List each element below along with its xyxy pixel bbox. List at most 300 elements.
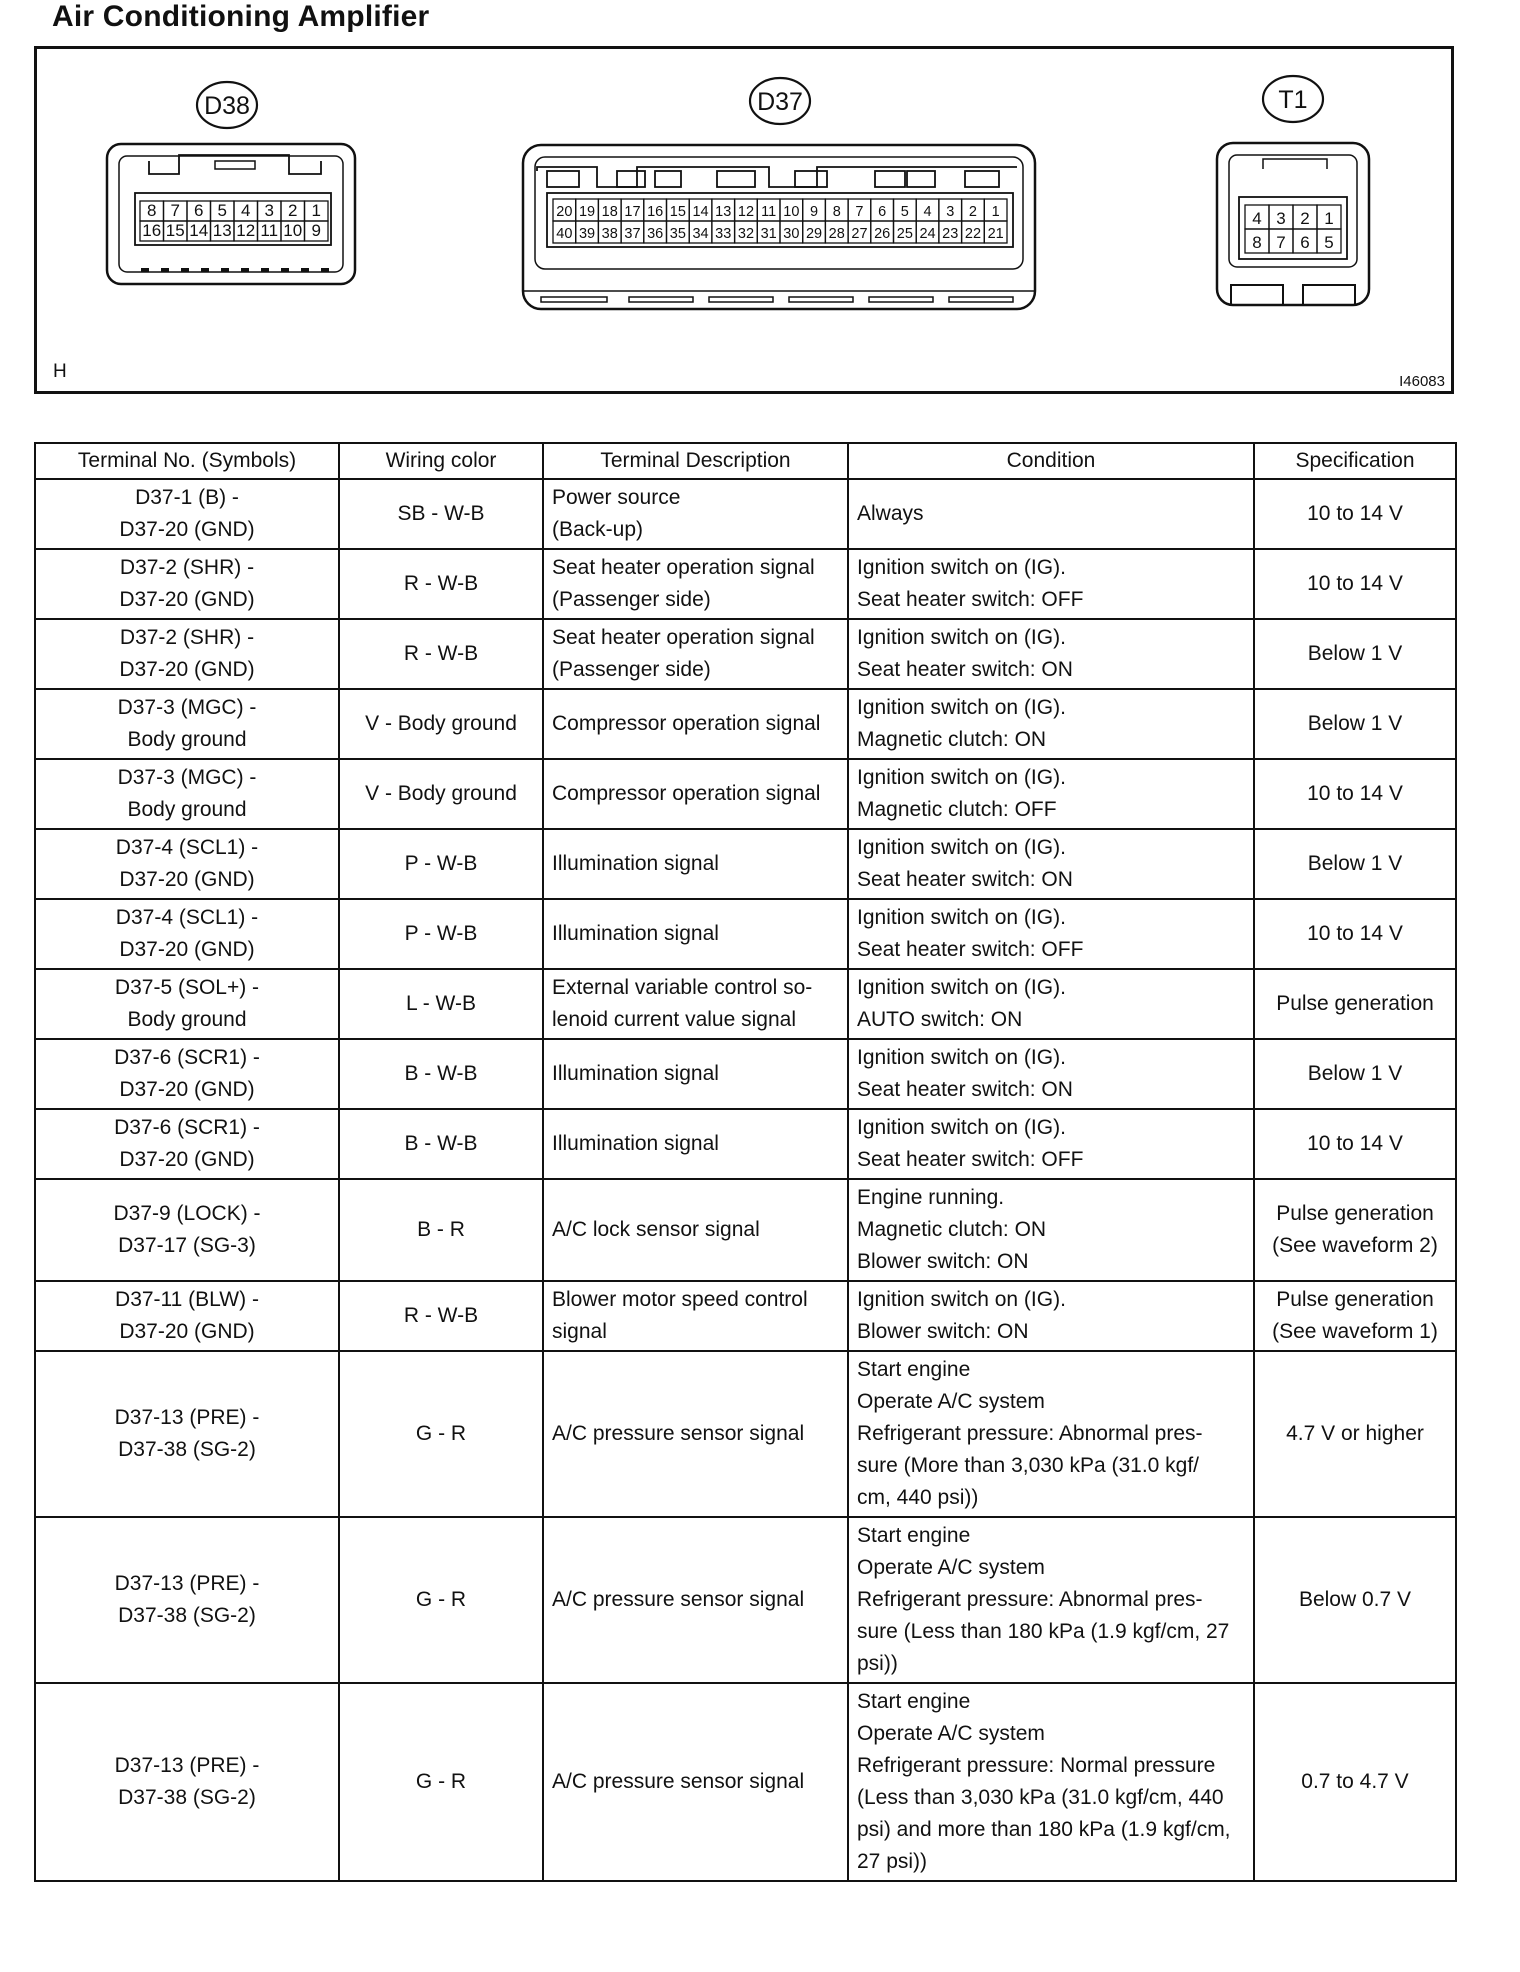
cell-terminal <box>35 689 339 759</box>
cell-specification-line: Below 1 V <box>1307 852 1403 875</box>
cell-wiring-color: V - Body ground <box>339 759 543 829</box>
cell-condition-line: Seat heater switch: ON <box>857 1078 1073 1101</box>
cell-specification <box>1254 1039 1456 1109</box>
d37-key-notch <box>617 171 645 187</box>
cell-terminal <box>35 1109 339 1179</box>
cell-specification-line: 10 to 14 V <box>1307 782 1403 805</box>
cell-description <box>543 1683 848 1881</box>
d37-pin-number: 38 <box>601 226 618 242</box>
cell-condition-line: Start engine <box>857 1690 971 1713</box>
cell-condition-line: sure (More than 3,030 kPa (31.0 kgf/ <box>857 1454 1200 1477</box>
cell-description-line: A/C pressure sensor signal <box>552 1588 805 1611</box>
d37-key-notch <box>547 171 579 187</box>
d37-pin-number: 25 <box>896 226 913 242</box>
cell-terminal <box>35 479 339 549</box>
table-row <box>35 1039 1456 1109</box>
cell-specification <box>1254 1517 1456 1683</box>
cell-terminal-line: D37-2 (SHR) - <box>119 626 255 649</box>
cell-terminal-line: D37-38 (SG-2) <box>118 1786 256 1809</box>
cell-condition-line: Ignition switch on (IG). <box>857 626 1066 649</box>
d38-pin-number: 6 <box>194 201 204 220</box>
cell-description-line: Blower motor speed control <box>552 1288 808 1311</box>
d37-key-notch <box>795 171 827 187</box>
table-row <box>35 1683 1456 1881</box>
d38-latch <box>149 155 321 174</box>
cell-condition <box>848 549 1254 619</box>
cell-specification-line: (See waveform 2) <box>1272 1234 1438 1257</box>
cell-description <box>543 1517 848 1683</box>
cell-terminal-line: D37-1 (B) - <box>135 486 239 509</box>
cell-terminal-line: D37-13 (PRE) - <box>114 1406 260 1429</box>
table-row <box>35 1351 1456 1517</box>
d37-key-rail <box>537 167 1017 187</box>
cell-terminal <box>35 899 339 969</box>
cell-specification-line: (See waveform 1) <box>1272 1320 1438 1343</box>
table-row <box>35 969 1456 1039</box>
d37-pin-number: 5 <box>900 204 909 220</box>
cell-specification-line: Pulse generation <box>1276 992 1434 1015</box>
cell-specification-line: 10 to 14 V <box>1307 1132 1403 1155</box>
d37-pin-number: 20 <box>556 204 573 220</box>
d38-pin-number: 9 <box>311 221 321 240</box>
cell-specification <box>1254 759 1456 829</box>
cell-terminal-line: D37-2 (SHR) - <box>119 556 255 579</box>
cell-specification <box>1254 1179 1456 1281</box>
cell-terminal <box>35 1039 339 1109</box>
d38-bottom-tick <box>261 268 269 272</box>
d37-bottom-slot <box>869 297 933 302</box>
cell-condition <box>848 969 1254 1039</box>
d37-bottom-slot <box>709 297 773 302</box>
cell-specification-line: 0.7 to 4.7 V <box>1301 1770 1409 1793</box>
d37-pin-number: 14 <box>692 204 709 220</box>
d38-bottom-tick <box>281 268 289 272</box>
cell-terminal-line: D37-11 (BLW) - <box>115 1288 259 1311</box>
table-row <box>35 1281 1456 1351</box>
d37-pin-number: 21 <box>987 226 1004 242</box>
d37-key-notch <box>907 171 935 187</box>
cell-terminal <box>35 1351 339 1517</box>
cell-description-line: Compressor operation signal <box>552 712 821 735</box>
cell-description-line: lenoid current value signal <box>552 1008 796 1031</box>
cell-terminal-line: D37-20 (GND) <box>119 1078 255 1101</box>
d37-pin-number: 2 <box>968 204 977 220</box>
cell-terminal-line: D37-38 (SG-2) <box>118 1604 256 1627</box>
header-description: Terminal Description <box>543 443 848 479</box>
t1-pin-number: 2 <box>1300 209 1310 228</box>
cell-specification-line: Below 1 V <box>1307 1062 1403 1085</box>
d37-pin-number: 6 <box>878 204 887 220</box>
cell-condition <box>848 1281 1254 1351</box>
d37-key-notch <box>717 171 755 187</box>
cell-terminal-line: D37-6 (SCR1) - <box>114 1046 260 1069</box>
d38-pin-number: 5 <box>217 201 227 220</box>
cell-terminal-line: D37-20 (GND) <box>119 658 255 681</box>
cell-condition-line: Magnetic clutch: ON <box>857 728 1047 751</box>
d38-pin-number: 13 <box>212 221 232 240</box>
cell-specification <box>1254 689 1456 759</box>
cell-condition-line: Magnetic clutch: OFF <box>857 798 1057 821</box>
d37-pin-number: 11 <box>761 204 777 220</box>
cell-condition <box>848 1109 1254 1179</box>
cell-description <box>543 549 848 619</box>
header-terminal: Terminal No. (Symbols) <box>35 443 339 479</box>
cell-wiring-color: G - R <box>339 1683 543 1881</box>
d37-pin-number: 40 <box>556 226 573 242</box>
d38-pin-number: 3 <box>264 201 274 220</box>
cell-condition <box>848 899 1254 969</box>
d37-pin-number: 36 <box>647 226 664 242</box>
cell-wiring-color: V - Body ground <box>339 689 543 759</box>
cell-terminal-line: D37-20 (GND) <box>119 1320 255 1343</box>
cell-terminal <box>35 1517 339 1683</box>
table-row <box>35 689 1456 759</box>
d37-pin-number: 31 <box>760 226 777 242</box>
cell-specification-line: 10 to 14 V <box>1307 502 1403 525</box>
cell-specification <box>1254 969 1456 1039</box>
cell-terminal <box>35 1179 339 1281</box>
page-title: Air Conditioning Amplifier <box>52 0 430 33</box>
d38-pin-number: 11 <box>260 221 279 240</box>
cell-condition-line: Ignition switch on (IG). <box>857 1288 1066 1311</box>
cell-condition-line: Start engine <box>857 1358 971 1381</box>
d38-bottom-tick <box>181 268 189 272</box>
cell-terminal-line: D37-4 (SCL1) - <box>115 906 259 929</box>
table-header-row <box>35 443 1456 479</box>
d38-pin-number: 4 <box>241 201 251 220</box>
cell-description-line: A/C pressure sensor signal <box>552 1422 805 1445</box>
cell-specification-line: Pulse generation <box>1276 1288 1434 1311</box>
d37-pin-number: 16 <box>647 204 664 220</box>
cell-wiring-color: P - W-B <box>339 899 543 969</box>
cell-condition-line: Ignition switch on (IG). <box>857 976 1066 999</box>
cell-specification <box>1254 1683 1456 1881</box>
cell-terminal-line: Body ground <box>127 798 247 821</box>
cell-terminal <box>35 1281 339 1351</box>
header-wiring-color: Wiring color <box>339 443 543 479</box>
d37-pin-number: 26 <box>874 226 891 242</box>
d38-pin-number: 12 <box>236 221 256 240</box>
table-row <box>35 549 1456 619</box>
cell-condition <box>848 689 1254 759</box>
d38-pin-number: 8 <box>147 201 157 220</box>
cell-description-line: (Passenger side) <box>552 658 711 681</box>
d37-bottom-slot <box>541 297 607 302</box>
d37-pin-number: 10 <box>783 204 800 220</box>
d38-bottom-tick <box>141 268 149 272</box>
d37-key-notch <box>875 171 905 187</box>
connector-diagram-svg <box>37 49 1451 391</box>
d37-pin-number: 23 <box>942 226 959 242</box>
cell-description-line: (Passenger side) <box>552 588 711 611</box>
cell-condition <box>848 1179 1254 1281</box>
d37-pin-number: 18 <box>601 204 618 220</box>
d38-pin-number: 16 <box>142 221 162 240</box>
cell-specification-line: Below 1 V <box>1307 642 1403 665</box>
cell-terminal <box>35 759 339 829</box>
cell-condition-line: Ignition switch on (IG). <box>857 556 1066 579</box>
cell-specification <box>1254 1351 1456 1517</box>
cell-description-line: Seat heater operation signal <box>552 626 815 649</box>
cell-wiring-color: SB - W-B <box>339 479 543 549</box>
cell-description <box>543 759 848 829</box>
t1-lock-tab <box>1263 159 1327 169</box>
d37-bottom-slot <box>949 297 1013 302</box>
cell-specification-line: Below 0.7 V <box>1298 1588 1412 1611</box>
d37-pin-number: 7 <box>855 204 864 220</box>
cell-specification <box>1254 549 1456 619</box>
cell-condition <box>848 1039 1254 1109</box>
d37-pin-number: 1 <box>991 204 1000 220</box>
cell-condition-line: Operate A/C system <box>857 1722 1045 1745</box>
table-row <box>35 619 1456 689</box>
cell-wiring-color: B - W-B <box>339 1039 543 1109</box>
cell-specification <box>1254 1281 1456 1351</box>
table-row <box>35 1109 1456 1179</box>
cell-condition <box>848 1683 1254 1881</box>
cell-condition-line: Refrigerant pressure: Abnormal pres- <box>857 1588 1203 1611</box>
cell-terminal-line: D37-20 (GND) <box>119 1148 255 1171</box>
cell-terminal-line: Body ground <box>127 1008 247 1031</box>
cell-specification <box>1254 829 1456 899</box>
cell-terminal-line: D37-9 (LOCK) - <box>113 1202 261 1225</box>
cell-wiring-color: B - R <box>339 1179 543 1281</box>
cell-specification-line: 4.7 V or higher <box>1286 1422 1424 1445</box>
cell-specification <box>1254 899 1456 969</box>
d38-pin-number: 7 <box>170 201 180 220</box>
d37-pin-number: 34 <box>692 226 709 242</box>
cell-condition <box>848 1517 1254 1683</box>
cell-terminal-line: D37-20 (GND) <box>119 938 255 961</box>
cell-description <box>543 1109 848 1179</box>
cell-terminal <box>35 549 339 619</box>
d37-pin-number: 17 <box>624 204 641 220</box>
cell-description <box>543 969 848 1039</box>
cell-terminal-line: D37-5 (SOL+) - <box>114 976 260 999</box>
d37-pin-number: 37 <box>624 226 641 242</box>
cell-wiring-color: P - W-B <box>339 829 543 899</box>
cell-condition-line: Ignition switch on (IG). <box>857 766 1066 789</box>
cell-condition-line: psi)) <box>857 1652 898 1675</box>
cell-description-line: Seat heater operation signal <box>552 556 815 579</box>
cell-condition-line: Ignition switch on (IG). <box>857 696 1066 719</box>
d38-bottom-tick <box>161 268 169 272</box>
header-specification: Specification <box>1254 443 1456 479</box>
cell-condition-line: Seat heater switch: OFF <box>857 1148 1084 1171</box>
cell-condition-line: (Less than 3,030 kPa (31.0 kgf/cm, 440 <box>857 1786 1224 1809</box>
cell-condition-line: AUTO switch: ON <box>857 1008 1023 1031</box>
cell-wiring-color: L - W-B <box>339 969 543 1039</box>
cell-terminal <box>35 969 339 1039</box>
t1-pin-number: 8 <box>1252 233 1262 252</box>
table-row <box>35 829 1456 899</box>
cell-description <box>543 689 848 759</box>
d38-bottom-tick <box>321 268 329 272</box>
cell-description-line: External variable control so- <box>552 976 813 999</box>
d37-pin-number: 28 <box>828 226 845 242</box>
cell-condition <box>848 619 1254 689</box>
cell-condition-line: Blower switch: ON <box>857 1250 1029 1273</box>
d37-bottom-slot <box>789 297 853 302</box>
d37-pin-number: 39 <box>578 226 596 242</box>
cell-condition-line: psi) and more than 180 kPa (1.9 kgf/cm, <box>857 1818 1231 1841</box>
t1-pin-number: 5 <box>1324 233 1334 252</box>
cell-terminal-line: D37-38 (SG-2) <box>118 1438 256 1461</box>
t1-connector-name: T1 <box>1278 86 1308 114</box>
t1-pin-number: 6 <box>1300 233 1310 252</box>
cell-wiring-color: R - W-B <box>339 1281 543 1351</box>
d37-pin-number: 13 <box>715 204 732 220</box>
cell-description-line: A/C lock sensor signal <box>552 1218 760 1241</box>
cell-description <box>543 829 848 899</box>
cell-terminal <box>35 619 339 689</box>
cell-description <box>543 619 848 689</box>
terminal-spec-table <box>34 442 1457 1882</box>
cell-condition-line: sure (Less than 180 kPa (1.9 kgf/cm, 27 <box>857 1620 1230 1643</box>
cell-description-line: Illumination signal <box>552 922 719 945</box>
d38-connector-name: D38 <box>204 92 250 120</box>
cell-terminal-line: D37-20 (GND) <box>119 588 255 611</box>
cell-terminal-line: D37-6 (SCR1) - <box>114 1116 260 1139</box>
t1-pin-number: 3 <box>1276 209 1286 228</box>
cell-specification <box>1254 619 1456 689</box>
cell-terminal-line: D37-3 (MGC) - <box>117 766 257 789</box>
cell-terminal-line: Body ground <box>127 728 247 751</box>
d37-pin-number: 22 <box>964 226 982 242</box>
d37-pin-number: 8 <box>832 204 841 220</box>
cell-description <box>543 1281 848 1351</box>
cell-condition <box>848 1351 1254 1517</box>
d38-lock-tab <box>215 161 255 169</box>
t1-pin-number: 7 <box>1276 233 1286 252</box>
d37-pin-number: 19 <box>578 204 596 220</box>
cell-condition-line: Magnetic clutch: ON <box>857 1218 1047 1241</box>
d37-connector-name: D37 <box>757 88 803 116</box>
cell-specification-line: 10 to 14 V <box>1307 922 1403 945</box>
t1-pin-number: 1 <box>1324 209 1334 228</box>
cell-wiring-color: R - W-B <box>339 619 543 689</box>
cell-condition <box>848 829 1254 899</box>
cell-description-line: Illumination signal <box>552 852 719 875</box>
cell-terminal <box>35 1683 339 1881</box>
cell-specification <box>1254 479 1456 549</box>
cell-description-line: Compressor operation signal <box>552 782 821 805</box>
cell-condition-line: Engine running. <box>857 1186 1005 1209</box>
cell-condition-line: Blower switch: ON <box>857 1320 1029 1343</box>
table-row <box>35 759 1456 829</box>
cell-condition-line: Operate A/C system <box>857 1556 1045 1579</box>
cell-condition-line: Start engine <box>857 1524 971 1547</box>
d37-key-notch <box>965 171 999 187</box>
cell-description <box>543 1351 848 1517</box>
cell-description-line: signal <box>552 1320 607 1343</box>
cell-condition-line: Ignition switch on (IG). <box>857 836 1066 859</box>
d38-pin-number: 2 <box>288 201 298 220</box>
cell-description <box>543 479 848 549</box>
figure-corner-label: H <box>53 361 67 382</box>
cell-condition-line: Ignition switch on (IG). <box>857 906 1066 929</box>
d37-bottom-slot <box>629 297 693 302</box>
d37-pin-number: 12 <box>737 204 755 220</box>
cell-description <box>543 899 848 969</box>
d37-pin-number: 32 <box>737 226 755 242</box>
figure-code: I46083 <box>1399 373 1445 390</box>
t1-feet <box>1231 285 1355 305</box>
cell-condition-line: cm, 440 psi)) <box>857 1486 979 1509</box>
cell-condition <box>848 479 1254 549</box>
d37-pin-number: 24 <box>919 226 936 242</box>
d38-bottom-tick <box>241 268 249 272</box>
cell-description-line: A/C pressure sensor signal <box>552 1770 805 1793</box>
cell-terminal-line: D37-3 (MGC) - <box>117 696 257 719</box>
cell-description-line: Illumination signal <box>552 1062 719 1085</box>
cell-terminal <box>35 829 339 899</box>
d38-bottom-tick <box>301 268 309 272</box>
cell-terminal-line: D37-20 (GND) <box>119 518 255 541</box>
d38-pin-number: 14 <box>189 221 209 240</box>
cell-description-line: Power source <box>552 486 681 509</box>
connector-diagram <box>34 46 1454 394</box>
d38-bottom-tick <box>201 268 209 272</box>
d38-pin-number: 10 <box>283 221 303 240</box>
cell-terminal-line: D37-13 (PRE) - <box>114 1754 260 1777</box>
cell-condition-line: Ignition switch on (IG). <box>857 1046 1066 1069</box>
cell-description-line: (Back-up) <box>552 518 644 541</box>
d38-bottom-tick <box>221 268 229 272</box>
cell-condition-line: Ignition switch on (IG). <box>857 1116 1066 1139</box>
header-condition: Condition <box>848 443 1254 479</box>
d37-pin-number: 9 <box>810 204 819 220</box>
d38-pin-number: 15 <box>165 221 185 240</box>
cell-specification-line: Pulse generation <box>1276 1202 1434 1225</box>
cell-condition-line: Seat heater switch: OFF <box>857 588 1084 611</box>
cell-condition-line: Seat heater switch: OFF <box>857 938 1084 961</box>
cell-condition <box>848 759 1254 829</box>
d37-pin-number: 30 <box>783 226 800 242</box>
cell-wiring-color: G - R <box>339 1351 543 1517</box>
t1-pin-number: 4 <box>1252 209 1262 228</box>
d37-pin-number: 15 <box>669 204 686 220</box>
table-row <box>35 1179 1456 1281</box>
table-row <box>35 1517 1456 1683</box>
table-row <box>35 479 1456 549</box>
cell-description-line: Illumination signal <box>552 1132 719 1155</box>
cell-condition-line: Operate A/C system <box>857 1390 1045 1413</box>
cell-condition-line: Always <box>857 502 924 525</box>
cell-wiring-color: R - W-B <box>339 549 543 619</box>
cell-condition-line: 27 psi)) <box>857 1850 928 1873</box>
d37-pin-number: 33 <box>715 226 732 242</box>
cell-wiring-color: G - R <box>339 1517 543 1683</box>
d37-pin-number: 4 <box>923 204 932 220</box>
cell-specification <box>1254 1109 1456 1179</box>
cell-terminal-line: D37-17 (SG-3) <box>118 1234 256 1257</box>
cell-condition-line: Seat heater switch: ON <box>857 868 1073 891</box>
cell-specification-line: 10 to 14 V <box>1307 572 1403 595</box>
d37-key-notch <box>655 171 681 187</box>
cell-condition-line: Refrigerant pressure: Normal pressure <box>857 1754 1216 1777</box>
d38-pin-number: 1 <box>311 201 321 220</box>
cell-specification-line: Below 1 V <box>1307 712 1403 735</box>
cell-description <box>543 1039 848 1109</box>
cell-terminal-line: D37-13 (PRE) - <box>114 1572 260 1595</box>
d37-pin-number: 35 <box>669 226 686 242</box>
d37-pin-number: 27 <box>851 226 868 242</box>
d37-pin-number: 3 <box>946 204 955 220</box>
cell-terminal-line: D37-4 (SCL1) - <box>115 836 259 859</box>
cell-condition-line: Seat heater switch: ON <box>857 658 1073 681</box>
cell-condition-line: Refrigerant pressure: Abnormal pres- <box>857 1422 1203 1445</box>
